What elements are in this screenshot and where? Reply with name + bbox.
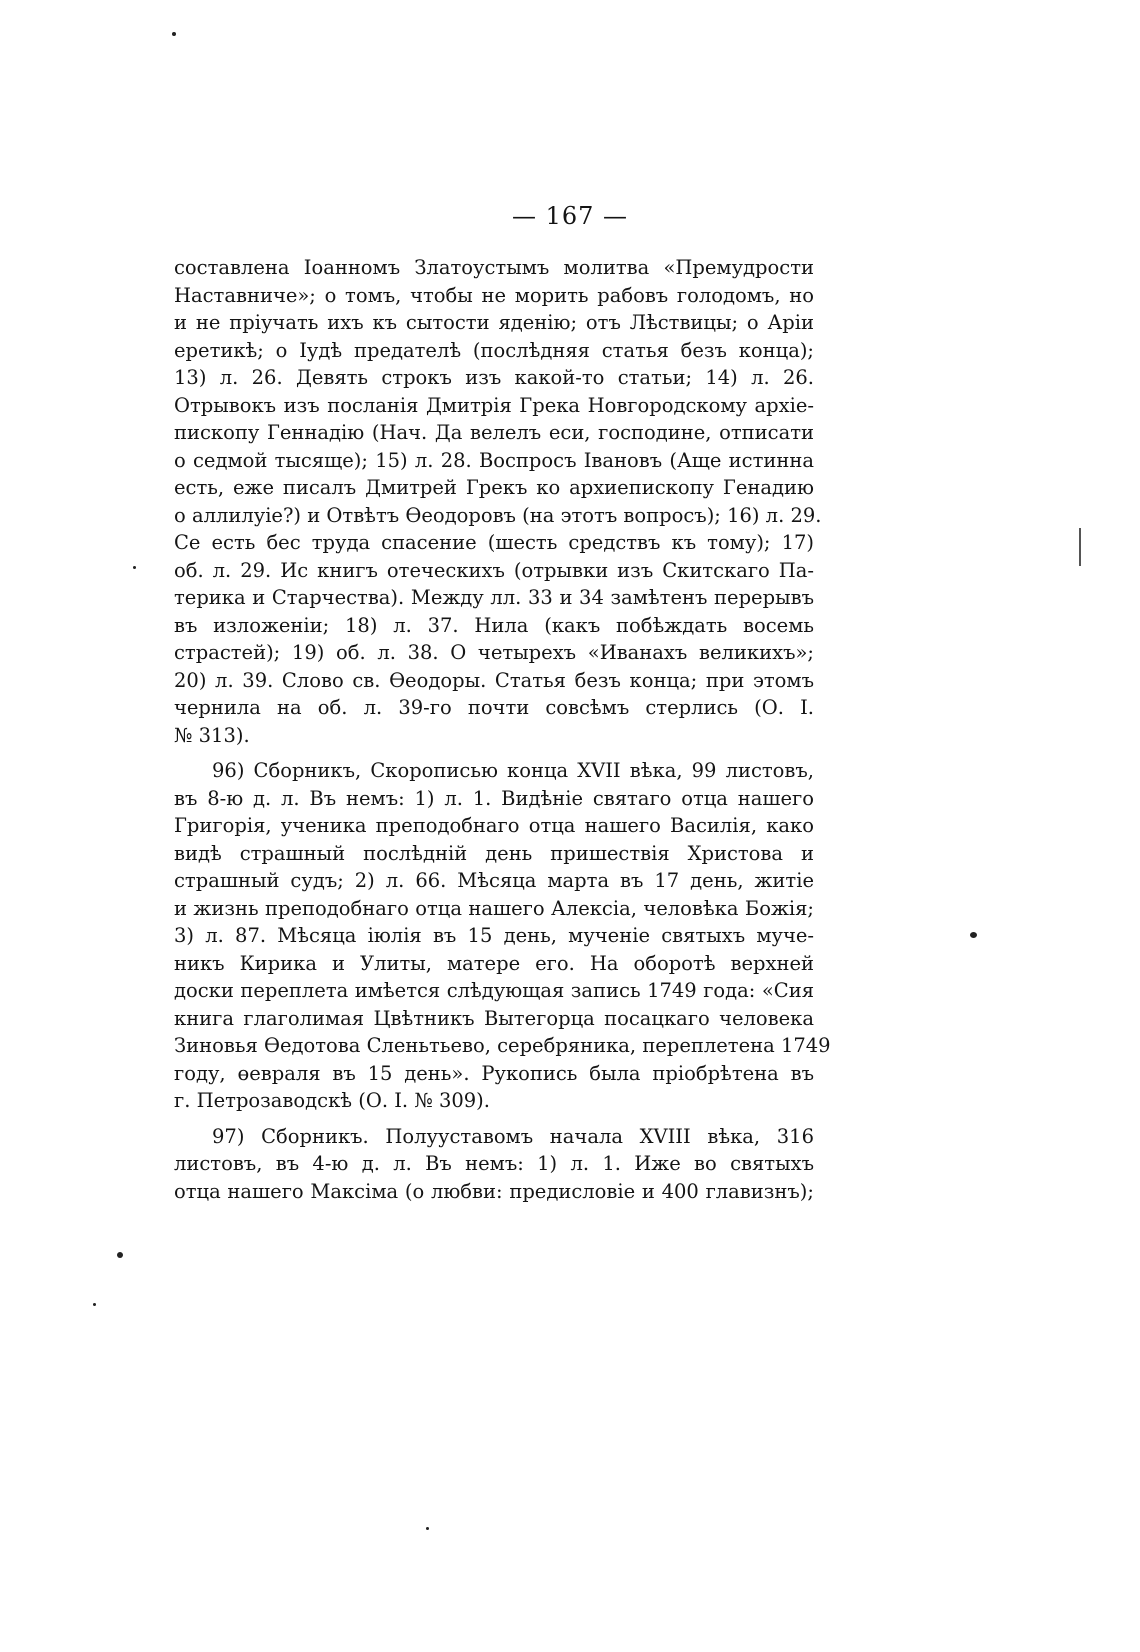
body-text (174, 254, 831, 1205)
text-line: о седмой тысящe); 15) л. 28. Воспросъ Івановъ (Аще истинна (174, 448, 814, 472)
scan-speck (117, 1252, 123, 1258)
paragraph-continuation (174, 254, 822, 749)
scan-speck (426, 1527, 429, 1530)
text-line: Отрывокъ изъ посланія Дмитрія Грека Новгородскому архіе- (174, 393, 814, 417)
text-line: о аллилуіе?) и Отвѣтъ Өеодоровъ (на этотъ вопросъ); 16) л. 29. (174, 503, 822, 527)
text-line: никъ Кирика и Улиты, матере его. На оборотѣ верхней (174, 951, 814, 975)
scan-speck (133, 566, 136, 569)
text-line: видѣ страшный послѣдній день пришествія Христова и (174, 841, 814, 865)
text-line: и не пріучать ихъ къ сытости яденію; отъ Лѣствицы; о Аріи (174, 311, 814, 334)
text-line: об. л. 29. Ис книгъ отеческихъ (отрывки изъ Скитскаго Па- (174, 558, 814, 582)
text-line: 13) л. 26. Девять строкъ изъ какой-то статьи; 14) л. 26. (174, 366, 814, 389)
text-line: г. Петрозаводскѣ (О. І. № 309). (174, 1089, 490, 1112)
paragraph-item-96 (174, 757, 831, 1115)
text-line: есть, еже писалъ Дмитрей Грекъ ко архиепископу Генадию (174, 476, 814, 499)
text-line: Наставниче»; о томъ, чтобы не морить рабовъ голодомъ, но (174, 283, 814, 307)
text-line: страстей); 19) об. л. 38. О четырехъ «Иванахъ великихъ»; (174, 641, 814, 664)
scan-speck (970, 932, 977, 938)
scan-speck (93, 1303, 96, 1306)
text-line: терика и Старчества). Между лл. 33 и 34 замѣтенъ перерывъ (174, 586, 814, 609)
text-line: составлена Іоанномъ Златоустымъ молитва «Премудрости (174, 256, 814, 279)
text-line: году, өевраля въ 15 день». Рукопись была пріобрѣтена въ (174, 1061, 814, 1085)
page-number: — 167 — (511, 202, 629, 230)
text-line: книга глаголимая Цвѣтникъ Вытегорца посацкаго человека (174, 1006, 814, 1030)
text-line: 3) л. 87. Мѣсяца іюлія въ 15 день, мученіе святыхъ муче- (174, 924, 814, 947)
scan-margin-mark (1079, 528, 1081, 566)
text-line: 96) Сборникъ, Скорописью конца XVII вѣка, 99 листовъ, (212, 759, 814, 782)
paragraph-item-97 (174, 1123, 814, 1206)
text-line: въ 8-ю д. л. Въ немъ: 1) л. 1. Видѣніе святаго отца нашего (174, 786, 814, 810)
text-line: и жизнь преподобнаго отца нашего Алексіа, человѣка Божія; (174, 896, 814, 920)
text-line: доски переплета имѣется слѣдующая запись 1749 года: «Сия (174, 979, 814, 1002)
text-line: страшный судъ; 2) л. 66. Мѣсяца марта въ 17 день, житіе (174, 869, 814, 892)
scan-speck (172, 32, 176, 36)
text-line: 20) л. 39. Слово св. Өеодоры. Статья безъ конца; при этомъ (174, 668, 814, 692)
text-line: № 313). (174, 723, 250, 747)
text-line: 97) Сборникъ. Полууставомъ начала XVIII вѣка, 316 (212, 1124, 814, 1148)
text-line: Се есть бес труда спасение (шесть средствъ къ тому); 17) (174, 531, 814, 554)
text-line: еретикѣ; о Іудѣ предателѣ (послѣдняя статья безъ конца); (174, 338, 814, 362)
text-line: отца нашего Максіма (о любви: предисловіе и 400 главизнъ); (174, 1179, 814, 1203)
text-line: пископу Геннадію (Нач. Да велелъ еси, господине, отписати (174, 421, 814, 444)
text-line: въ изложеніи; 18) л. 37. Нила (какъ побѣждать восемь (174, 613, 814, 637)
text-line: чернила на об. л. 39-го почти совсѣмъ стерлись (О. І. (174, 696, 814, 719)
text-line: листовъ, въ 4-ю д. л. Въ немъ: 1) л. 1. Иже во святыхъ (174, 1152, 814, 1175)
text-line: Зиновья Өедотова Сленьтьево, серебряника, переплетена 1749 (174, 1034, 831, 1057)
text-line: Григорія, ученика преподобнаго отца нашего Василія, како (174, 814, 814, 837)
